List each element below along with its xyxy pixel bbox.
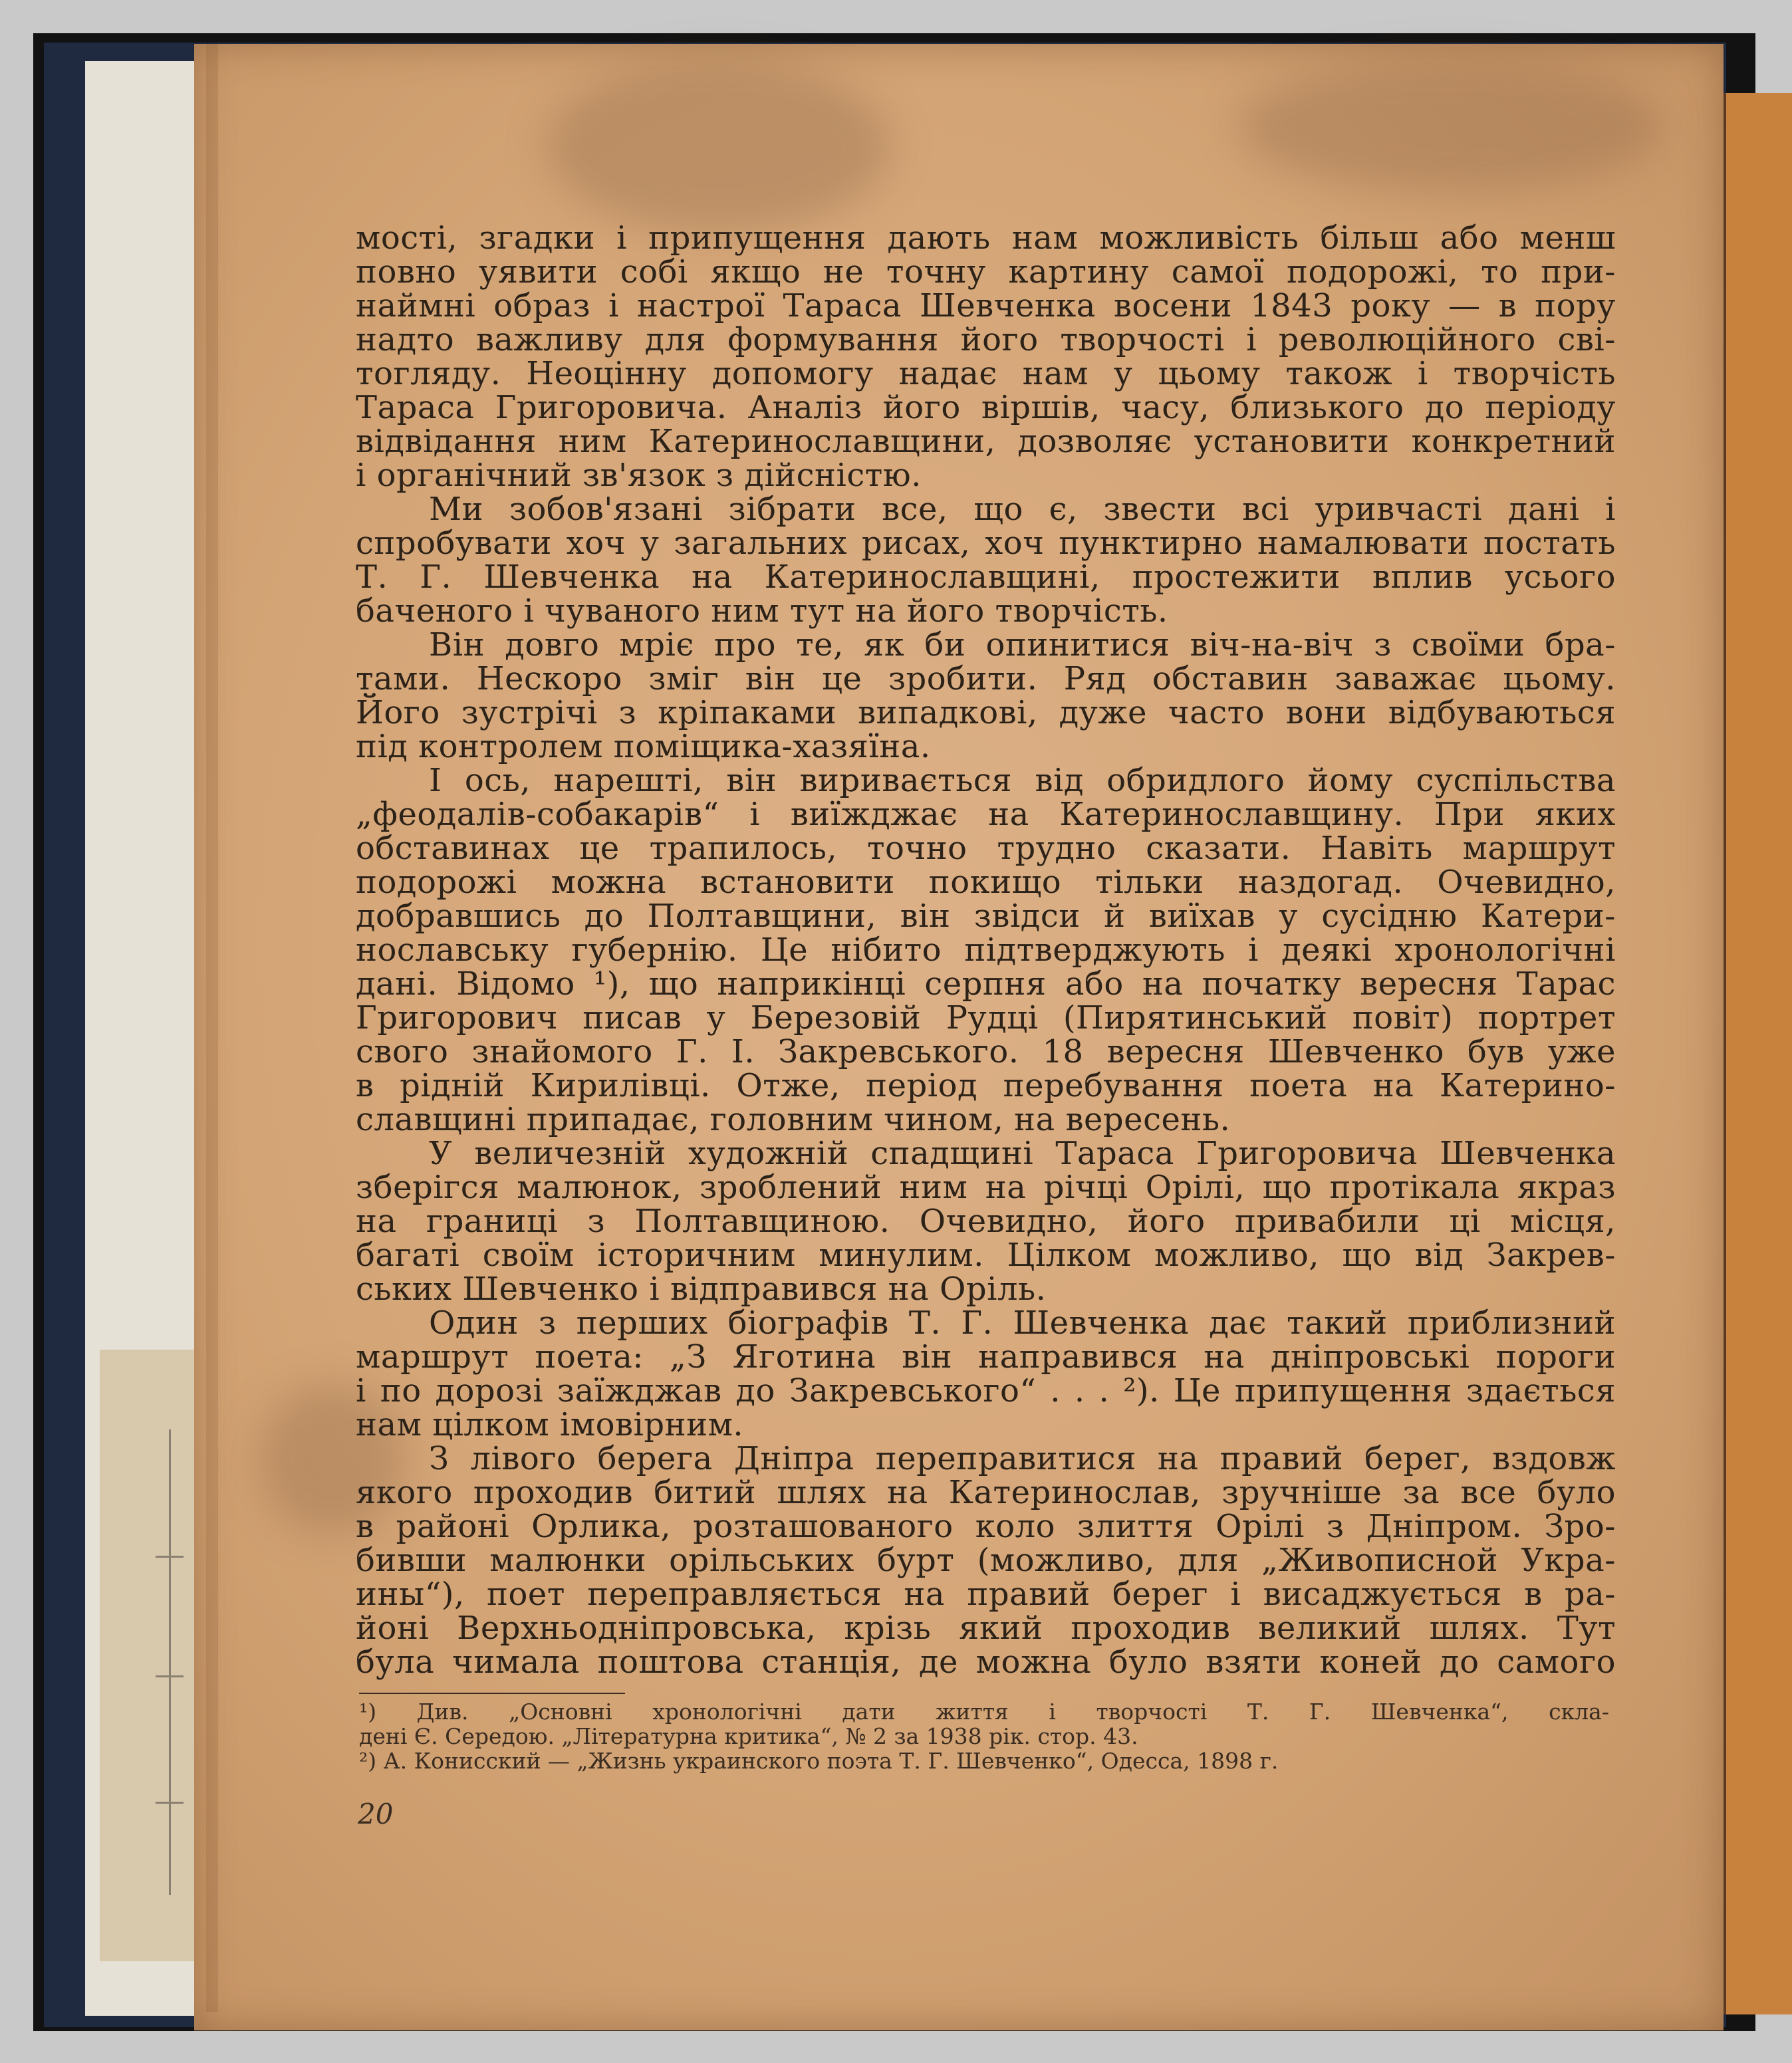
pencil-margin-tick	[156, 1802, 184, 1804]
footnote-line: ¹) Див. „Основні хронологічні дати життя і творчості Т. Г. Шевченка“, скла-	[359, 1699, 1609, 1725]
text-line: обставинах це трапилось, точно трудно сказати. Навіть маршрут	[356, 830, 1616, 867]
text-line: мості, згадки і припущення дають нам можливість більш або менш	[356, 219, 1616, 257]
text-line: ины“), поет переправляється на правий берег і висаджується в ра-	[356, 1576, 1616, 1613]
text-line: відвідання ним Катеринославщини, дозволяє установити конкретний	[356, 423, 1616, 460]
text-line: і по дорозі заїжджав до Закревського“ . . . ²). Це припущення здається	[356, 1372, 1616, 1409]
text-line: Один з перших біографів Т. Г. Шевченка дає такий приблизний	[429, 1304, 1616, 1342]
text-line: „феодалів-собакарів“ і виїжджає на Катеринославщину. При яких	[356, 796, 1616, 833]
footnote-line: ²) А. Конисский — „Жизнь украинского поэта Т. Г. Шевченко“, Одесса, 1898 г.	[359, 1748, 1279, 1774]
text-line: славщині припадає, головним чином, на вересень.	[356, 1101, 1231, 1138]
text-line: дані. Відомо ¹), що наприкінці серпня або на початку вересня Тарас	[356, 965, 1616, 1003]
text-line: наймні образ і настрої Тараса Шевченка восени 1843 року — в пору	[356, 287, 1616, 324]
text-line: Тараса Григоровича. Аналіз його віршів, часу, близького до періоду	[356, 389, 1616, 426]
text-line: і органічний зв'язок з дійсністю.	[356, 457, 922, 494]
text-line: подорожі можна встановити покищо тільки наздогад. Очевидно,	[356, 864, 1616, 901]
text-line: тогляду. Неоцінну допомогу надає нам у цьому також і творчість	[356, 355, 1616, 392]
page-gutter-shadow	[206, 44, 218, 2012]
text-line: надто важливу для формування його творчості і революційного сві-	[356, 321, 1616, 358]
footnotes	[359, 1699, 1609, 1773]
text-line: Григорович писав у Березовій Рудці (Пирятинський повіт) портрет	[356, 999, 1616, 1036]
text-line: нославську губернію. Це нібито підтверджують і деякі хронологічні	[356, 931, 1616, 969]
text-line: баченого і чуваного ним тут на його творчість.	[356, 592, 1168, 630]
text-line: якого проходив битий шлях на Катеринослав, зручніше за все було	[356, 1474, 1616, 1511]
text-line: нам цілком імовірним.	[356, 1406, 744, 1443]
text-line: спробувати хоч у загальних рисах, хоч пунктирно намалювати постать	[356, 525, 1616, 562]
text-line: Його зустрічі з кріпаками випадкові, дуже часто вони відбуваються	[356, 694, 1616, 731]
text-line: на границі з Полтавщиною. Очевидно, його привабили ці місця,	[356, 1203, 1616, 1240]
pencil-margin-tick	[156, 1675, 184, 1677]
text-line: тами. Нескоро зміг він це зробити. Ряд обставин заважає цьому.	[356, 660, 1616, 697]
text-line: під контролем поміщика-хазяїна.	[356, 728, 931, 765]
text-line: в районі Орлика, розташованого коло злиття Орілі з Дніпром. Зро-	[356, 1508, 1616, 1545]
text-line: добравшись до Полтавщини, він звідси й виїхав у сусідню Катери-	[356, 898, 1616, 935]
page-number: 20	[358, 1798, 394, 1830]
text-line: свого знайомого Г. І. Закревського. 18 вересня Шевченко був уже	[356, 1033, 1616, 1070]
text-line: бивши малюнки орільських бурт (можливо, для „Живописной Укра-	[356, 1542, 1616, 1579]
footnote-divider	[359, 1693, 625, 1694]
text-line: йоні Верхньодніпровська, крізь який проходив великий шлях. Тут	[356, 1610, 1616, 1647]
text-line: в рідній Кирилівці. Отже, період перебування поета на Катерино-	[356, 1067, 1616, 1104]
pencil-margin-line	[169, 1429, 171, 1895]
body-text	[356, 221, 1616, 1679]
facing-page-edge	[1724, 93, 1792, 2014]
text-line: Він довго мріє про те, як би опинитися віч-на-віч з своїми бра-	[429, 626, 1616, 664]
text-line: У величезній художній спадщині Тараса Григоровича Шевченка	[429, 1135, 1616, 1172]
text-line: І ось, нарешті, він виривається від обридлого йому суспільства	[429, 762, 1616, 799]
text-line: повно уявити собі якщо не точну картину самої подорожі, то при-	[356, 253, 1616, 291]
text-line: З лівого берега Дніпра переправитися на правий берег, вздовж	[429, 1440, 1616, 1477]
page-stain	[1237, 60, 1662, 193]
text-line: зберігся малюнок, зроблений ним на річці Орілі, що протікала якраз	[356, 1169, 1616, 1206]
text-line: багаті своїм історичним минулим. Цілком можливо, що від Закрев-	[356, 1237, 1616, 1274]
text-line: Т. Г. Шевченка на Катеринославщині, простежити вплив усього	[356, 558, 1616, 596]
page-stain	[545, 60, 891, 233]
text-line: ських Шевченко і відправився на Оріль.	[356, 1271, 1047, 1308]
footnote-line: дені Є. Середою. „Літературна критика“, № 2 за 1938 рік. стор. 43.	[359, 1723, 1138, 1749]
pencil-margin-tick	[156, 1556, 184, 1558]
text-line: Ми зобов'язані зібрати все, що є, звести всі уривчасті дані і	[429, 491, 1616, 528]
text-line: маршрут поета: „З Яготина він направився на дніпровські пороги	[356, 1338, 1616, 1376]
text-line: була чимала поштова станція, де можна було взяти коней до самого	[356, 1643, 1616, 1681]
